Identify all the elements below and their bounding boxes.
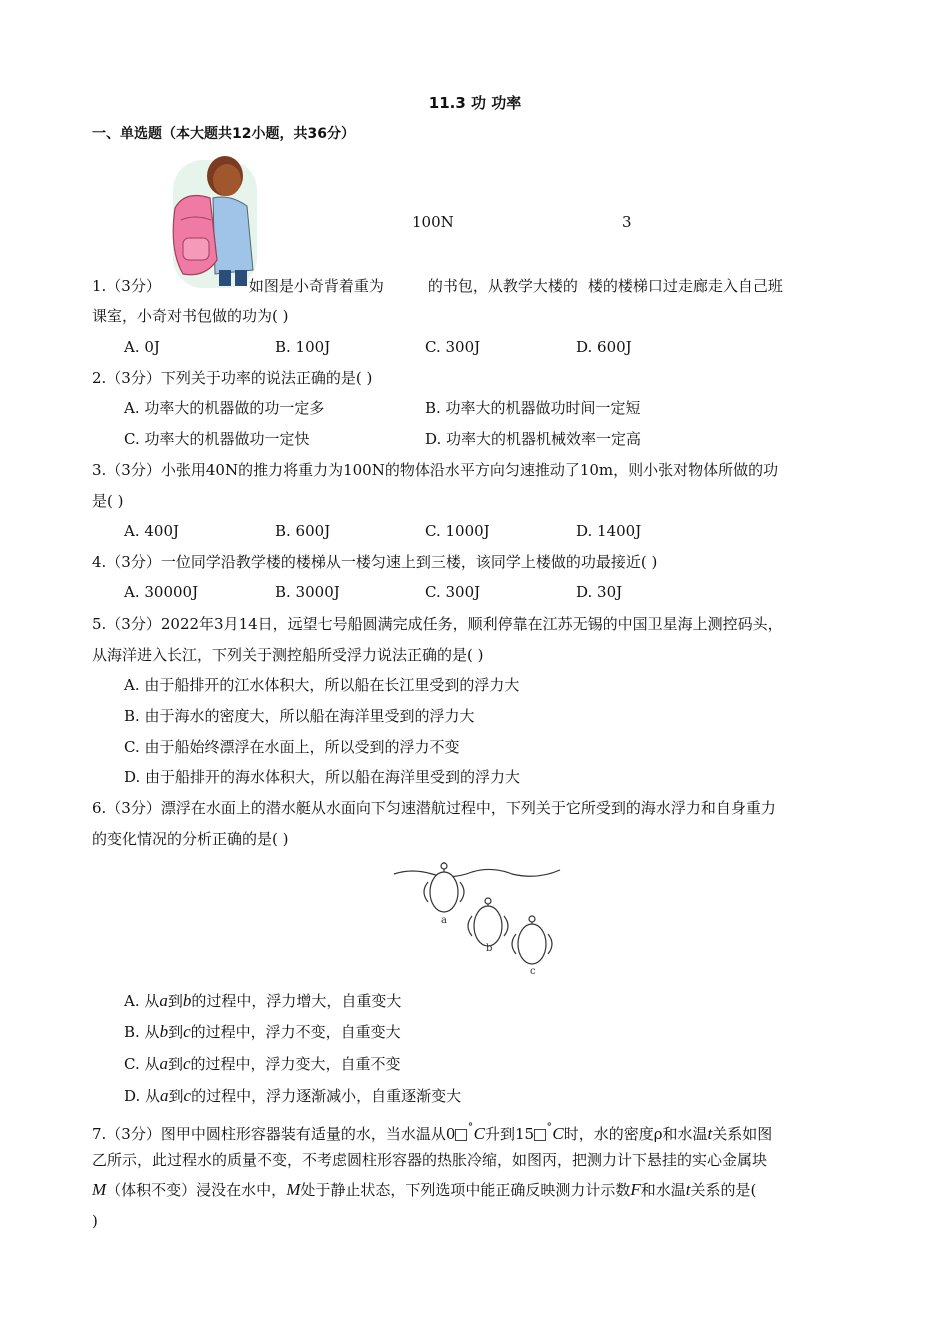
q2-stem: 2.（3分）下列关于功率的说法正确的是( ) <box>92 369 373 387</box>
q6-stem-line1: 6.（3分）漂浮在水面上的潜水艇从水面向下匀速潜航过程中，下列关于它所受到的海水浮力和自身重力 <box>92 799 776 817</box>
q7-stem-line4: ) <box>92 1212 98 1230</box>
q5-option-c[interactable]: C. 由于船始终漂浮在水面上，所以受到的浮力不变 <box>124 738 460 756</box>
q1-floor-value: 3 <box>622 213 632 231</box>
q1-option-a[interactable]: A. 0J <box>124 338 160 356</box>
q6-option-b[interactable]: B. 从b到c的过程中，浮力不变，自重变大 <box>124 1022 401 1041</box>
q2-option-a[interactable]: A. 功率大的机器做的功一定多 <box>124 399 325 417</box>
q3-option-d[interactable]: D. 1400J <box>576 522 642 540</box>
q2-option-d[interactable]: D. 功率大的机器机械效率一定高 <box>425 430 642 448</box>
q6-stem-line2: 的变化情况的分析正确的是( ) <box>92 830 289 848</box>
q3-option-c[interactable]: C. 1000J <box>425 522 490 540</box>
section-heading: 一、单选题（本大题共12小题，共36分） <box>92 126 355 142</box>
q7-stem-line3: M（体积不变）浸没在水中，M处于静止状态，下列选项中能正确反映测力计示数F和水温t关系的是( <box>92 1180 757 1199</box>
student-backpack-image <box>165 150 265 290</box>
q7-stem-line1: 7.（3分）图甲中圆柱形容器装有适量的水，当水温从0 ˚C升到15 ˚C时，水的密度ρ和水温t关系如图 <box>92 1121 773 1143</box>
q6-option-c[interactable]: C. 从a到c的过程中，浮力变大，自重不变 <box>124 1054 401 1073</box>
submarine-b <box>468 898 508 946</box>
page-title: 11.3 功 功率 <box>428 94 522 112</box>
q2-option-c[interactable]: C. 功率大的机器做功一定快 <box>124 430 310 448</box>
q6-option-d[interactable]: D. 从a到c的过程中，浮力逐渐减小，自重逐渐变大 <box>124 1086 462 1105</box>
q4-stem: 4.（3分）一位同学沿教学楼的楼梯从一楼匀速上到三楼，该同学上楼做的功最接近( ) <box>92 553 658 571</box>
q4-option-c[interactable]: C. 300J <box>425 583 481 601</box>
q3-option-a[interactable]: A. 400J <box>124 522 180 540</box>
q3-stem-line2: 是( ) <box>92 492 124 510</box>
q3-option-b[interactable]: B. 600J <box>275 522 331 540</box>
submarine-a <box>424 862 464 912</box>
q1-option-b[interactable]: B. 100J <box>275 338 331 356</box>
label-b: b <box>486 943 493 954</box>
q5-stem-line2: 从海洋进入长江，下列关于测控船所受浮力说法正确的是( ) <box>92 646 484 664</box>
q2-option-b[interactable]: B. 功率大的机器做功时间一定短 <box>425 399 641 417</box>
label-c: c <box>530 966 536 977</box>
submarine-diagram <box>392 860 562 980</box>
missing-glyph-box <box>534 1129 546 1141</box>
q1-option-c[interactable]: C. 300J <box>425 338 481 356</box>
q5-option-b[interactable]: B. 由于海水的密度大，所以船在海洋里受到的浮力大 <box>124 707 475 725</box>
label-a: a <box>441 915 447 926</box>
q4-option-b[interactable]: B. 3000J <box>275 583 340 601</box>
q5-option-a[interactable]: A. 由于船排开的江水体积大，所以船在长江里受到的浮力大 <box>124 676 520 694</box>
q5-stem-line1: 5.（3分）2022年3月14日，远望七号船圆满完成任务，顺利停靠在江苏无锡的中国卫星海上测控码头， <box>92 615 783 633</box>
q4-option-d[interactable]: D. 30J <box>576 583 623 601</box>
q4-option-a[interactable]: A. 30000J <box>124 583 199 601</box>
q1-stem-line1: 1.（3分） 如图是小奇背着重为 的书包，从教学大楼的 楼的楼梯口过走廊走入自己班 <box>92 277 783 295</box>
q1-option-d[interactable]: D. 600J <box>576 338 632 356</box>
q1-weight-value: 100N <box>412 213 454 231</box>
q1-stem-line2: 课室，小奇对书包做的功为( ) <box>92 307 289 325</box>
missing-glyph-box <box>455 1129 467 1141</box>
q7-stem-line2: 乙所示，此过程水的质量不变，不考虑圆柱形容器的热胀冷缩，如图丙，把测力计下悬挂的实心金属块 <box>92 1151 768 1169</box>
q5-option-d[interactable]: D. 由于船排开的海水体积大，所以船在海洋里受到的浮力大 <box>124 768 521 786</box>
q3-stem-line1: 3.（3分）小张用40N的推力将重力为100N的物体沿水平方向匀速推动了10m，则小张对物体所做的功 <box>92 461 779 479</box>
q6-option-a[interactable]: A. 从a到b的过程中，浮力增大，自重变大 <box>124 991 402 1010</box>
submarine-c <box>512 916 552 964</box>
